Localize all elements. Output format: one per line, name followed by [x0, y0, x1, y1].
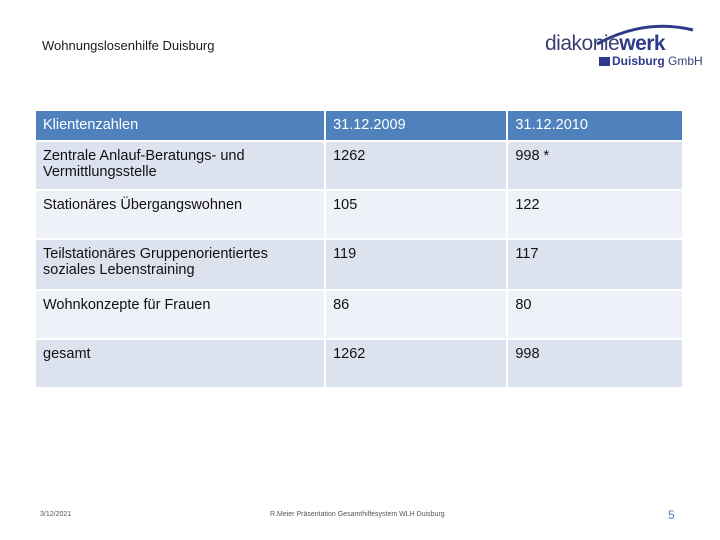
table-cell: Zentrale Anlauf-Beratungs- und Vermittlungsstelle: [36, 142, 326, 191]
diakoniewerk-logo: [545, 26, 703, 68]
table-header-cell: 31.12.2010: [508, 111, 684, 142]
table-cell: Stationäres Übergangswohnen: [36, 191, 326, 240]
table-cell: 117: [508, 240, 684, 291]
table-row: [36, 340, 684, 389]
table-row: [36, 240, 684, 291]
table-cell: 80: [508, 291, 684, 340]
table-header-cell: 31.12.2009: [326, 111, 508, 142]
table-cell: 105: [326, 191, 508, 240]
table-row: [36, 142, 684, 191]
footer-text: R.Meier Präsentation Gesamthilfesystem WLH Duisburg: [270, 511, 445, 518]
table-cell: Teilstationäres Gruppenorientiertes soziales Lebenstraining: [36, 240, 326, 291]
table-cell: 998: [508, 340, 684, 389]
table-header-cell: Klientenzahlen: [36, 111, 326, 142]
client-numbers-table: [36, 111, 684, 389]
table-cell: 1262: [326, 340, 508, 389]
table-cell: 122: [508, 191, 684, 240]
table-cell: 1262: [326, 142, 508, 191]
table-cell: 998 *: [508, 142, 684, 191]
page-number: 5: [668, 508, 675, 522]
table-header-row: [36, 111, 684, 142]
table-cell: 119: [326, 240, 508, 291]
footer-date: 3/12/2021: [40, 511, 72, 518]
table-row: [36, 191, 684, 240]
table-row: [36, 291, 684, 340]
table-cell: 86: [326, 291, 508, 340]
page-title: Wohnungslosenhilfe Duisburg: [42, 38, 215, 53]
logo-wordmark: diakoniewerk: [545, 32, 666, 55]
table-cell: Wohnkonzepte für Frauen: [36, 291, 326, 340]
logo-mark-icon: [599, 57, 610, 66]
logo-subline: Duisburg GmbH: [599, 54, 703, 68]
table-cell: gesamt: [36, 340, 326, 389]
